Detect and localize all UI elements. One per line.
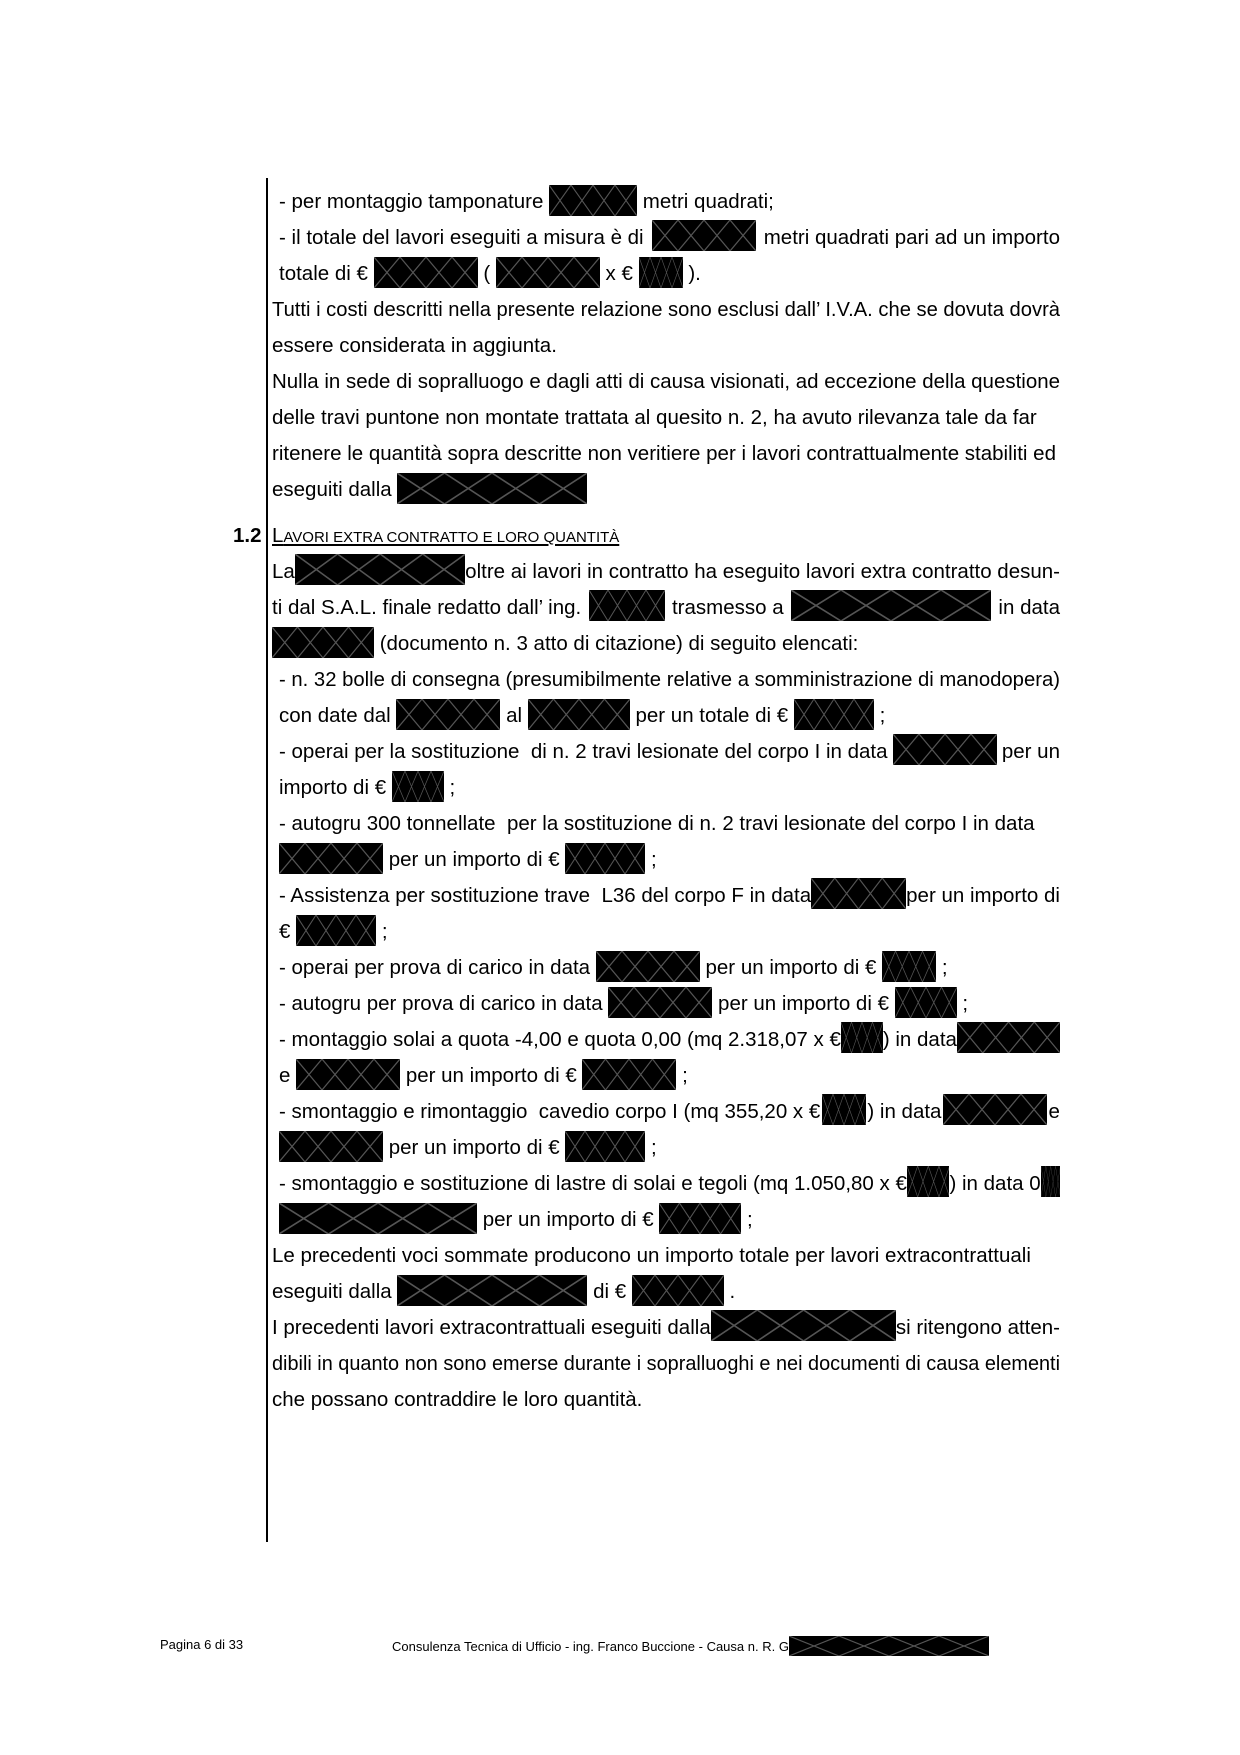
redaction-box [279, 1131, 383, 1162]
text-line [279, 256, 701, 292]
text-line [272, 1382, 642, 1418]
section-title-initial: L [272, 524, 284, 547]
redaction-box [565, 843, 645, 874]
text-segment: ( [483, 262, 491, 285]
redaction-box [841, 1022, 883, 1053]
redaction-box [496, 257, 600, 288]
text-segment: - montaggio solai a quota -4,00 e quota 0,00 (mq 2.318,07 x € [279, 1028, 841, 1051]
section-number: 1.2 [233, 524, 262, 547]
text-segment: I precedenti lavori extracontrattuali eseguiti dalla [272, 1316, 711, 1339]
redaction-box [907, 1166, 950, 1197]
text-line [272, 554, 1060, 590]
redaction-box [639, 257, 683, 288]
redaction-box [1041, 1166, 1060, 1197]
text-line [272, 436, 1060, 472]
text-segment: al [506, 704, 523, 727]
text-segment: Nulla in sede di sopralluogo e dagli atti di causa visionati, ad eccezione della questione [272, 370, 1060, 393]
text-segment: (documento n. 3 atto di citazione) di seguito elencati: [379, 632, 859, 655]
text-segment: ) in data [882, 1028, 957, 1051]
redaction-box [396, 699, 500, 730]
text-segment: - il totale del lavori eseguiti a misura è di [279, 226, 644, 249]
text-line [279, 184, 774, 220]
text-line [272, 328, 557, 364]
text-segment: - operai per prova di carico in data [279, 956, 591, 979]
text-line [279, 878, 1060, 914]
footer-center-text: Consulenza Tecnica di Ufficio - ing. Franco Buccione - Causa n. R. G [392, 1639, 789, 1654]
text-segment: - n. 32 bolle di consegna (presumibilmente relative a somministrazione di manodopera) [279, 668, 1060, 691]
margin-rule [266, 178, 268, 1542]
redaction-box [295, 554, 465, 585]
redaction-box [582, 1059, 676, 1090]
text-line [272, 1274, 735, 1310]
text-line [272, 1310, 1060, 1346]
footer-center [392, 1636, 989, 1656]
text-line [279, 1202, 753, 1238]
redaction-box [374, 257, 478, 288]
text-line [279, 220, 1060, 256]
redaction-box [589, 590, 665, 621]
text-segment: totale di € [279, 262, 368, 285]
text-segment: ; [651, 1136, 657, 1159]
text-segment: per un importo di € [405, 1064, 577, 1087]
redaction-box [895, 987, 957, 1018]
text-segment: di € [593, 1280, 627, 1303]
text-segment: per un importo di € [388, 848, 560, 871]
redaction-box [791, 590, 991, 621]
text-segment: - smontaggio e sostituzione di lastre di solai e tegoli (mq 1.050,80 x € [279, 1172, 907, 1195]
redaction-box [957, 1022, 1060, 1053]
text-line [279, 914, 388, 950]
text-segment: - autogru 300 tonnellate per la sostituzione di n. 2 travi lesionate del corpo I in data [279, 812, 1035, 835]
text-segment: si ritengono atten- [895, 1316, 1060, 1339]
redaction-box [296, 1059, 400, 1090]
text-segment: con date dal [279, 704, 391, 727]
text-segment: ti dal S.A.L. finale redatto dall’ ing. [272, 596, 582, 619]
text-line [272, 400, 1060, 436]
text-line [272, 590, 1060, 626]
redaction-box [272, 627, 374, 658]
text-line [279, 842, 657, 878]
section-title [272, 518, 619, 556]
text-line [279, 662, 1060, 698]
text-line [279, 1022, 1060, 1058]
text-line [272, 292, 1060, 328]
text-segment: per un importo di € [705, 956, 877, 979]
text-segment: - smontaggio e rimontaggio cavedio corpo I (mq 355,20 x € [279, 1100, 821, 1123]
text-segment: ; [682, 1064, 688, 1087]
text-segment: ; [651, 848, 657, 871]
text-segment: metri quadrati pari ad un importo [763, 226, 1060, 249]
redaction-box [596, 951, 700, 982]
text-segment: ). [688, 262, 701, 285]
text-line [279, 1058, 688, 1094]
redaction-box [822, 1094, 866, 1125]
text-segment: ; [449, 776, 456, 799]
text-segment: oltre ai lavori in contratto ha eseguito lavori extra contratto desun- [465, 560, 1060, 583]
text-segment: per un importo di [906, 884, 1060, 907]
text-line [279, 986, 968, 1022]
section-title-rest: AVORI EXTRA CONTRATTO E LORO QUANTITÀ [283, 529, 620, 546]
text-segment: che possano contraddire le loro quantità. [272, 1388, 643, 1411]
redaction-box [794, 699, 874, 730]
text-segment: per un totale di € [635, 704, 789, 727]
text-segment: per un importo di € [718, 992, 889, 1015]
text-segment: in data [998, 596, 1060, 619]
text-line [279, 734, 1060, 770]
text-segment: ritenere le quantità sopra descritte non veritiere per i lavori contrattualmente stabiliti ed [272, 442, 1056, 465]
text-line [279, 806, 1060, 842]
text-line [279, 1166, 1060, 1202]
text-line [279, 950, 948, 986]
text-segment: e [1048, 1100, 1060, 1123]
text-line [272, 472, 587, 508]
text-line [272, 1346, 1060, 1382]
text-segment: La [272, 560, 295, 583]
redaction-box [528, 699, 630, 730]
redaction-box [652, 220, 756, 251]
redaction-box [608, 987, 712, 1018]
text-segment: per un importo di € [482, 1208, 654, 1231]
redaction-box [811, 878, 906, 909]
text-line [272, 1238, 1060, 1274]
redaction-box [565, 1131, 645, 1162]
text-segment: x € [605, 262, 633, 285]
text-segment: - operai per la sostituzione di n. 2 travi lesionate del corpo I in data [279, 740, 888, 763]
text-line [279, 698, 885, 734]
text-segment: ; [941, 956, 948, 979]
redaction-box [632, 1275, 724, 1306]
redaction-box [397, 473, 587, 504]
text-segment: Le precedenti voci sommate producono un importo totale per lavori extracontrattuali [272, 1244, 1031, 1267]
text-line [279, 1094, 1060, 1130]
text-segment: ; [381, 920, 388, 943]
redaction-box [893, 734, 997, 765]
text-segment: Tutti i costi descritti nella presente relazione sono esclusi dall’ I.V.A. che se dovuta dovrà [272, 298, 1060, 321]
footer-page-number: Pagina 6 di 33 [160, 1637, 244, 1652]
text-segment: ; [962, 992, 969, 1015]
text-segment: ) in data 0 [949, 1172, 1041, 1195]
text-segment: eseguiti dalla [272, 478, 392, 501]
redaction-box [392, 771, 444, 802]
text-segment: ; [747, 1208, 753, 1231]
text-line [279, 1130, 657, 1166]
redaction-box [279, 843, 383, 874]
text-segment: metri quadrati; [642, 190, 774, 213]
text-segment: e [279, 1064, 291, 1087]
text-segment: per un importo di € [388, 1136, 560, 1159]
redaction-box [296, 915, 376, 946]
redaction-box [943, 1094, 1047, 1125]
text-segment: . [729, 1280, 736, 1303]
text-segment: - per montaggio tamponature [279, 190, 544, 213]
text-segment: ) in data [867, 1100, 942, 1123]
text-segment: importo di € [279, 776, 387, 799]
text-segment: ; [879, 704, 886, 727]
text-segment: essere considerata in aggiunta. [272, 334, 557, 357]
redaction-box [711, 1310, 896, 1341]
text-segment: € [279, 920, 291, 943]
text-segment: dibili in quanto non sono emerse durante i sopralluoghi e nei documenti di causa elementi [272, 1352, 1060, 1375]
text-segment: per un [1001, 740, 1060, 763]
text-segment: trasmesso a [671, 596, 784, 619]
redaction-box [397, 1275, 587, 1306]
redaction-box [279, 1203, 477, 1234]
redaction-box [789, 1636, 989, 1656]
text-segment: - autogru per prova di carico in data [279, 992, 603, 1015]
text-line [272, 364, 1060, 400]
redaction-box [549, 185, 637, 216]
redaction-box [659, 1203, 741, 1234]
text-line [279, 770, 455, 806]
text-line [272, 626, 858, 662]
text-segment: - Assistenza per sostituzione trave L36 del corpo F in data [279, 884, 812, 907]
redaction-box [882, 951, 936, 982]
text-segment: eseguiti dalla [272, 1280, 392, 1303]
text-segment: delle travi puntone non montate trattata al quesito n. 2, ha avuto rilevanza tale da far [272, 406, 1037, 429]
